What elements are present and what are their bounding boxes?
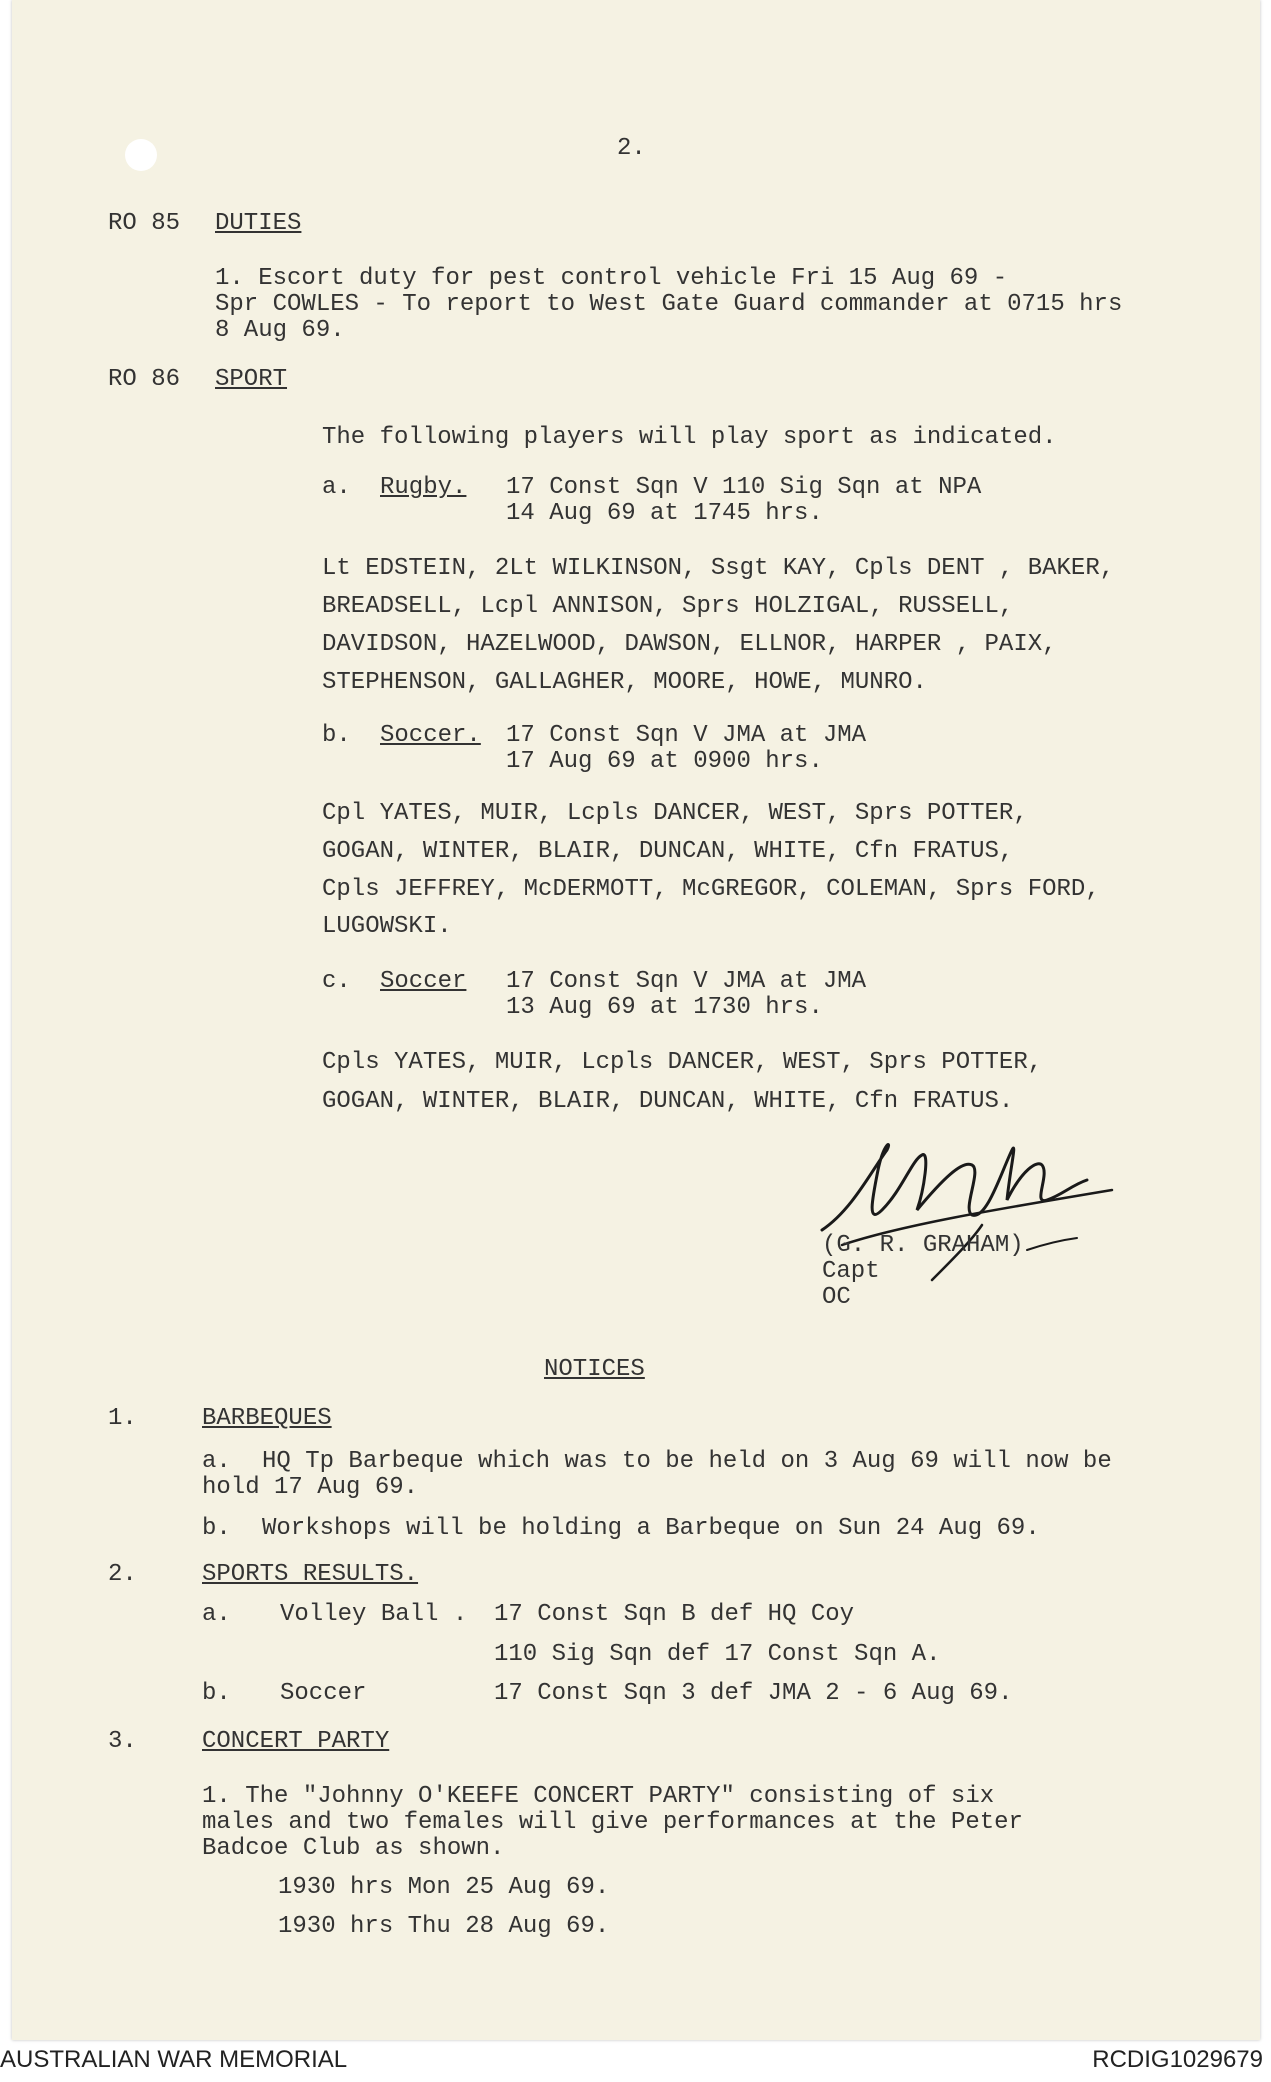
notice-number: 3. bbox=[108, 1728, 137, 1755]
sport-item-fixture: 17 Const Sqn V 110 Sig Sqn at NPA bbox=[506, 474, 982, 501]
player-line: LUGOWSKI. bbox=[322, 913, 452, 940]
ro86-number: RO 86 bbox=[108, 366, 181, 393]
notice-text: HQ Tp Barbeque which was to be held on 3 Aug 69 will now be bbox=[262, 1448, 1112, 1475]
notice-letter: a. bbox=[202, 1601, 231, 1628]
performance-time: 1930 hrs Thu 28 Aug 69. bbox=[278, 1913, 610, 1940]
sport-item-letter: a. bbox=[322, 474, 351, 501]
signatory-name: (G. R. GRAHAM) bbox=[822, 1232, 1024, 1259]
notice-text: hold 17 Aug 69. bbox=[202, 1474, 419, 1501]
footer-id: RCDIG1029679 bbox=[1092, 2046, 1263, 2073]
notice-text: 1. The "Johnny O'KEEFE CONCERT PARTY" consisting of six bbox=[202, 1783, 995, 1810]
notice-text: Workshops will be holding a Barbeque on Sun 24 Aug 69. bbox=[262, 1515, 1040, 1542]
sport-item-letter: c. bbox=[322, 968, 351, 995]
player-line: Cpls JEFFREY, McDERMOTT, McGREGOR, COLEMAN, Sprs FORD, bbox=[322, 876, 1100, 903]
notice-number: 2. bbox=[108, 1561, 137, 1588]
sport-item-letter: b. bbox=[322, 722, 351, 749]
sport-item-date: 17 Aug 69 at 0900 hrs. bbox=[506, 748, 823, 775]
notice-text: Badcoe Club as shown. bbox=[202, 1835, 505, 1862]
punch-hole bbox=[125, 139, 157, 171]
ro85-heading: DUTIES bbox=[215, 210, 302, 237]
player-line: Cpl YATES, MUIR, Lcpls DANCER, WEST, Sprs POTTER, bbox=[322, 800, 1028, 827]
page-number: 2. bbox=[617, 135, 646, 162]
player-line: Lt EDSTEIN, 2Lt WILKINSON, Ssgt KAY, Cpls DENT , BAKER, bbox=[322, 555, 1115, 582]
result-sport: Volley Ball . bbox=[280, 1601, 468, 1628]
result-line: 17 Const Sqn 3 def JMA 2 - 6 Aug 69. bbox=[494, 1680, 1013, 1707]
ro86-intro: The following players will play sport as indicated. bbox=[322, 424, 1057, 451]
sport-item-fixture: 17 Const Sqn V JMA at JMA bbox=[506, 722, 867, 749]
sport-item-name: Rugby. bbox=[380, 474, 467, 501]
footer-source: AUSTRALIAN WAR MEMORIAL bbox=[0, 2046, 348, 2073]
player-line: DAVIDSON, HAZELWOOD, DAWSON, ELLNOR, HARPER , PAIX, bbox=[322, 631, 1057, 658]
notice-heading: CONCERT PARTY bbox=[202, 1728, 390, 1755]
ro85-line: Spr COWLES - To report to West Gate Guard commander at 0715 hrs bbox=[215, 291, 1123, 318]
player-line: GOGAN, WINTER, BLAIR, DUNCAN, WHITE, Cfn FRATUS. bbox=[322, 1088, 1014, 1115]
notice-text: males and two females will give performances at the Peter bbox=[202, 1809, 1023, 1836]
player-line: BREADSELL, Lcpl ANNISON, Sprs HOLZIGAL, RUSSELL, bbox=[322, 593, 1014, 620]
notice-letter: b. bbox=[202, 1515, 231, 1542]
result-line: 110 Sig Sqn def 17 Const Sqn A. bbox=[494, 1641, 941, 1668]
sport-item-date: 13 Aug 69 at 1730 hrs. bbox=[506, 994, 823, 1021]
player-line: GOGAN, WINTER, BLAIR, DUNCAN, WHITE, Cfn FRATUS, bbox=[322, 838, 1014, 865]
notice-letter: a. bbox=[202, 1448, 231, 1475]
result-sport: Soccer bbox=[280, 1680, 367, 1707]
notice-heading: BARBEQUES bbox=[202, 1405, 332, 1432]
result-line: 17 Const Sqn B def HQ Coy bbox=[494, 1601, 855, 1628]
signatory-role: OC bbox=[822, 1284, 851, 1311]
player-line: STEPHENSON, GALLAGHER, MOORE, HOWE, MUNRO. bbox=[322, 669, 927, 696]
notice-heading: SPORTS RESULTS. bbox=[202, 1561, 419, 1588]
signatory-rank: Capt bbox=[822, 1258, 880, 1285]
sport-item-fixture: 17 Const Sqn V JMA at JMA bbox=[506, 968, 867, 995]
document-page bbox=[12, 0, 1260, 2040]
notice-number: 1. bbox=[108, 1405, 137, 1432]
player-line: Cpls YATES, MUIR, Lcpls DANCER, WEST, Sprs POTTER, bbox=[322, 1049, 1043, 1076]
notice-letter: b. bbox=[202, 1680, 231, 1707]
ro85-line: 8 Aug 69. bbox=[215, 317, 345, 344]
ro85-number: RO 85 bbox=[108, 210, 181, 237]
notices-heading: NOTICES bbox=[544, 1356, 645, 1383]
ro85-line: 1. Escort duty for pest control vehicle Fri 15 Aug 69 - bbox=[215, 265, 1008, 292]
sport-item-name: Soccer bbox=[380, 968, 467, 995]
performance-time: 1930 hrs Mon 25 Aug 69. bbox=[278, 1874, 610, 1901]
sport-item-name: Soccer. bbox=[380, 722, 481, 749]
ro86-heading: SPORT bbox=[215, 366, 288, 393]
sport-item-date: 14 Aug 69 at 1745 hrs. bbox=[506, 500, 823, 527]
